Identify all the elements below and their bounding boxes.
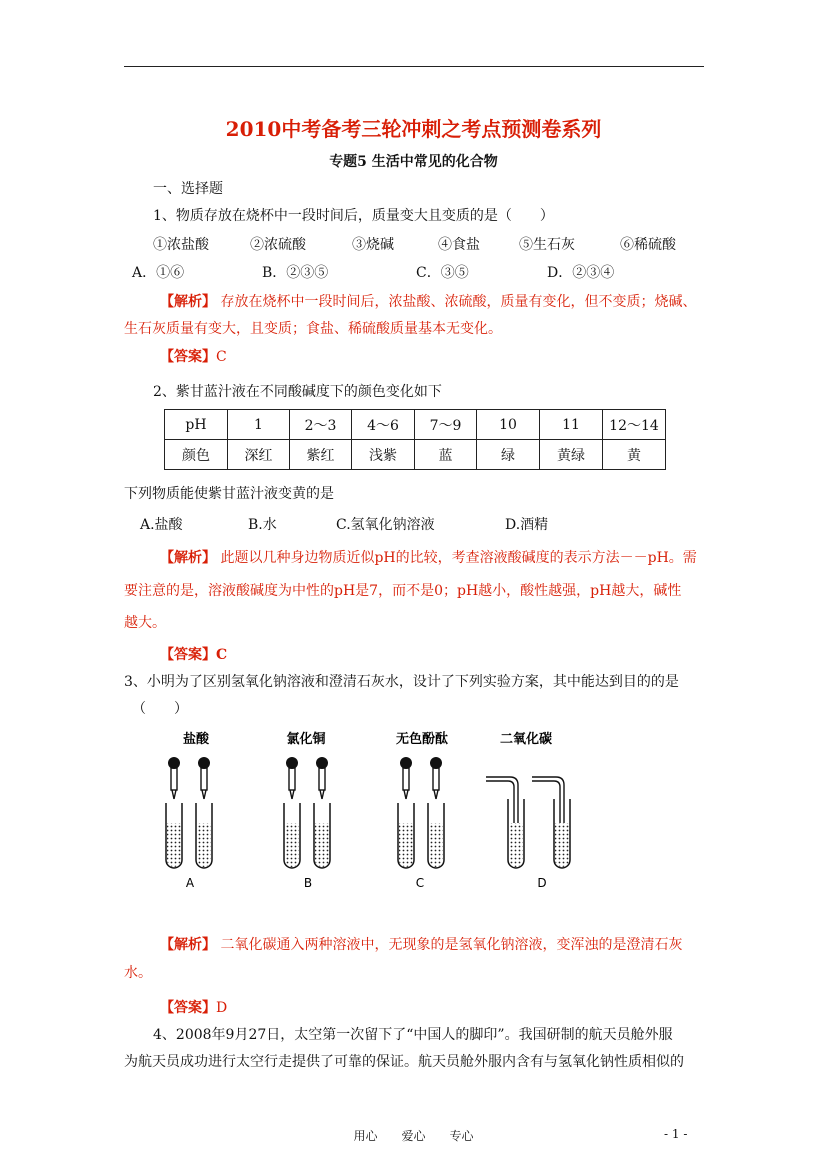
table-cell: 黄 [603,440,666,470]
header-rule [124,66,704,67]
q2-question: 下列物质能使紫甘蓝汁液变黄的是 [124,486,334,502]
q2-stem: 2、紫甘蓝汁液在不同酸碱度下的颜色变化如下 [153,384,442,400]
setup-b [284,757,330,890]
document-title: 2010中考备考三轮冲刺之考点预测卷系列 [225,117,602,141]
setup-c [398,757,444,890]
answer-label: 【答案】 [160,647,216,663]
table-cell: 2～3 [290,410,352,440]
page-number: - 1 - [664,1127,688,1141]
reagent-label: 无色酚酞 [395,732,449,747]
table-cell: 11 [540,410,603,440]
q2-analysis-line2: 要注意的是，溶液酸碱度为中性的pH是7，而不是0；pH越小，酸性越强，pH越大，碱性 [124,583,682,599]
table-cell: 1 [228,410,290,440]
analysis-label: 【解析】 [160,937,216,953]
analysis-label: 【解析】 [160,550,216,566]
q1-analysis-line2: 生石灰质量有变大，且变质；食盐、稀硫酸质量基本无变化。 [124,321,502,337]
q1-substance: ⑤生石灰 [519,237,575,253]
q1-substance: ②浓硫酸 [250,237,306,253]
q1-option-b: B．②③⑤ [262,265,329,281]
table-cell: 4～6 [352,410,415,440]
q1-option-a: A．①⑥ [132,265,185,281]
q4-line1: 4、2008年9月27日，太空第一次留下了“中国人的脚印”。我国研制的航天员舱外服 [153,1027,673,1043]
figure-letter: C [415,876,425,890]
ph-color-table [164,409,666,470]
table-cell: 深红 [228,440,290,470]
setup-a [166,757,212,890]
table-cell: 浅紫 [352,440,415,470]
experiment-figure [150,725,590,895]
q1-option-c: C．③⑤ [416,265,469,281]
answer-value: D [216,1000,228,1016]
table-cell: 黄绿 [540,440,603,470]
q4-line2: 为航天员成功进行太空行走提供了可靠的保证。航天员舱外服内含有与氢氧化钠性质相似的 [124,1054,684,1070]
q1-stem: 1、物质存放在烧杯中一段时间后，质量变大且变质的是（ ） [153,208,554,224]
q1-substance: ①浓盐酸 [153,237,209,253]
table-cell: 7～9 [415,410,477,440]
q2-option-b: B.水 [248,517,277,533]
table-row [165,440,666,470]
q3-stem: 3、小明为了区别氢氧化钠溶液和澄清石灰水，设计了下列实验方案，其中能达到目的的是 [124,674,679,690]
q2-option-d: D.酒精 [505,517,549,533]
table-cell: 12～14 [603,410,666,440]
q2-analysis [160,547,697,567]
analysis-text: 存放在烧杯中一段时间后，浓盐酸、浓硫酸，质量有变化，但不变质；烧碱、 [220,294,697,310]
setup-d [486,777,570,890]
reagent-label: 盐酸 [182,732,210,747]
q2-option-c: C.氢氧化钠溶液 [336,517,435,533]
reagent-label: 氯化铜 [286,732,326,747]
q3-analysis [160,934,682,954]
q2-option-a: A.盐酸 [140,517,183,533]
footer-motto: 用心 爱心 专心 [353,1129,474,1143]
table-cell: 10 [477,410,540,440]
table-cell: 紫红 [290,440,352,470]
q2-analysis-line3: 越大。 [124,615,166,631]
q1-substance: ④食盐 [438,237,480,253]
q3-stem-line2: （ ） [132,701,188,717]
answer-value: C [216,349,227,365]
q1-substance: ⑥稀硫酸 [620,237,676,253]
table-cell: 蓝 [415,440,477,470]
reagent-label: 二氧化碳 [499,732,553,747]
analysis-text: 此题以几种身边物质近似pH的比较，考查溶液酸碱度的表示方法－－pH。需 [220,550,697,566]
table-cell: 绿 [477,440,540,470]
answer-label: 【答案】 [160,349,216,365]
figure-letter: B [303,876,313,890]
q1-answer [160,346,227,366]
table-cell: pH [165,410,228,440]
document-subtitle: 专题5 生活中常见的化合物 [329,154,498,170]
section-heading: 一、选择题 [153,181,223,197]
figure-letter: D [537,876,547,890]
q1-option-d: D．②③④ [547,265,615,281]
q1-substance: ③烧碱 [352,237,394,253]
table-row [165,410,666,440]
q2-answer [160,644,227,664]
q3-answer [160,997,227,1017]
answer-label: 【答案】 [160,1000,216,1016]
analysis-label: 【解析】 [160,294,216,310]
answer-value: C [216,647,228,663]
analysis-text: 二氧化碳通入两种溶液中，无现象的是氢氧化钠溶液，变浑浊的是澄清石灰 [220,937,683,953]
q3-analysis-line2: 水。 [124,965,152,981]
table-cell: 颜色 [165,440,228,470]
q1-analysis [160,291,696,311]
figure-letter: A [185,876,195,890]
